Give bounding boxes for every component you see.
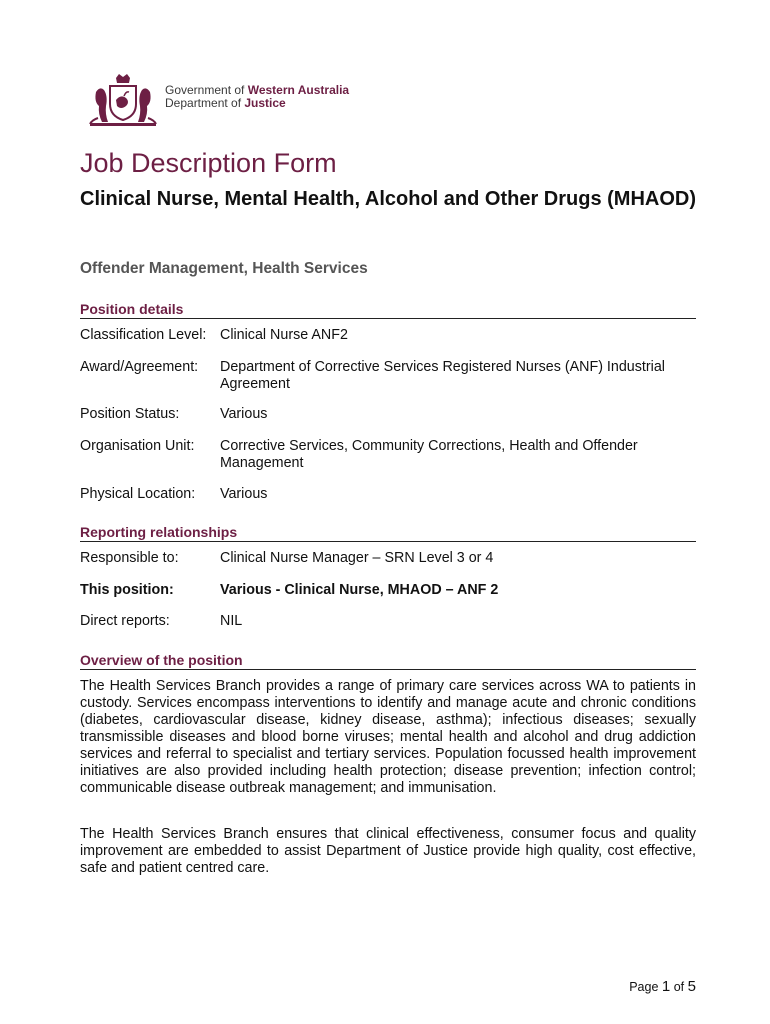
overview-paragraph: The Health Services Branch ensures that clinical effectiveness, consumer focus and quality improvement are embedded to assist Department of Justice provide high quality, cost effective, safe and patient centred care. bbox=[80, 826, 696, 876]
section-heading-position-details: Position details bbox=[80, 301, 696, 319]
reporting-value: Clinical Nurse Manager – SRN Level 3 or 4 bbox=[220, 550, 494, 566]
page-number: Page 1 of 5 bbox=[629, 978, 696, 995]
letterhead bbox=[88, 74, 408, 130]
government-name: Government of Western Australia Department of Justice bbox=[165, 83, 350, 110]
detail-label: Physical Location: bbox=[80, 486, 196, 502]
branch-name: Offender Management, Health Services bbox=[80, 260, 368, 277]
reporting-value: Various - Clinical Nurse, MHAOD – ANF 2 bbox=[220, 582, 499, 598]
detail-label: Organisation Unit: bbox=[80, 438, 195, 454]
reporting-value: NIL bbox=[220, 613, 243, 629]
section-heading-reporting: Reporting relationships bbox=[80, 524, 696, 542]
section-heading-overview: Overview of the position bbox=[80, 652, 696, 670]
reporting-label: Responsible to: bbox=[80, 550, 179, 566]
detail-value: Various bbox=[220, 486, 268, 502]
detail-value: Various bbox=[220, 406, 268, 422]
detail-value: Department of Corrective Services Registered Nurses (ANF) Industrial Agreement bbox=[220, 359, 665, 392]
page-title: Job Description Form bbox=[80, 148, 337, 178]
overview-paragraph: The Health Services Branch provides a range of primary care services across WA to patients in custody. Services encompass interventions to identify and manage acute and chronic conditions (diabetes, cardiovascular disease, kidney disease, asthma); infectious diseases; sexually transmissible diseases and blood borne viruses; mental health and alcohol and drug addiction services and referral to specialist and tertiary services. Population focussed health improvement initiatives are also provided including health protection; disease prevention; infection control; communicable disease outbreak management; and immunisation. bbox=[80, 678, 696, 796]
detail-value: Clinical Nurse ANF2 bbox=[220, 327, 348, 343]
reporting-label: This position: bbox=[80, 582, 174, 598]
job-title: Clinical Nurse, Mental Health, Alcohol and Other Drugs (MHAOD) bbox=[80, 188, 696, 210]
detail-label: Award/Agreement: bbox=[80, 359, 199, 375]
detail-label: Classification Level: bbox=[80, 327, 207, 343]
coat-of-arms-icon bbox=[88, 74, 158, 128]
detail-value: Corrective Services, Community Corrections, Health and Offender Management bbox=[220, 438, 638, 471]
detail-label: Position Status: bbox=[80, 406, 180, 422]
reporting-label: Direct reports: bbox=[80, 613, 170, 629]
